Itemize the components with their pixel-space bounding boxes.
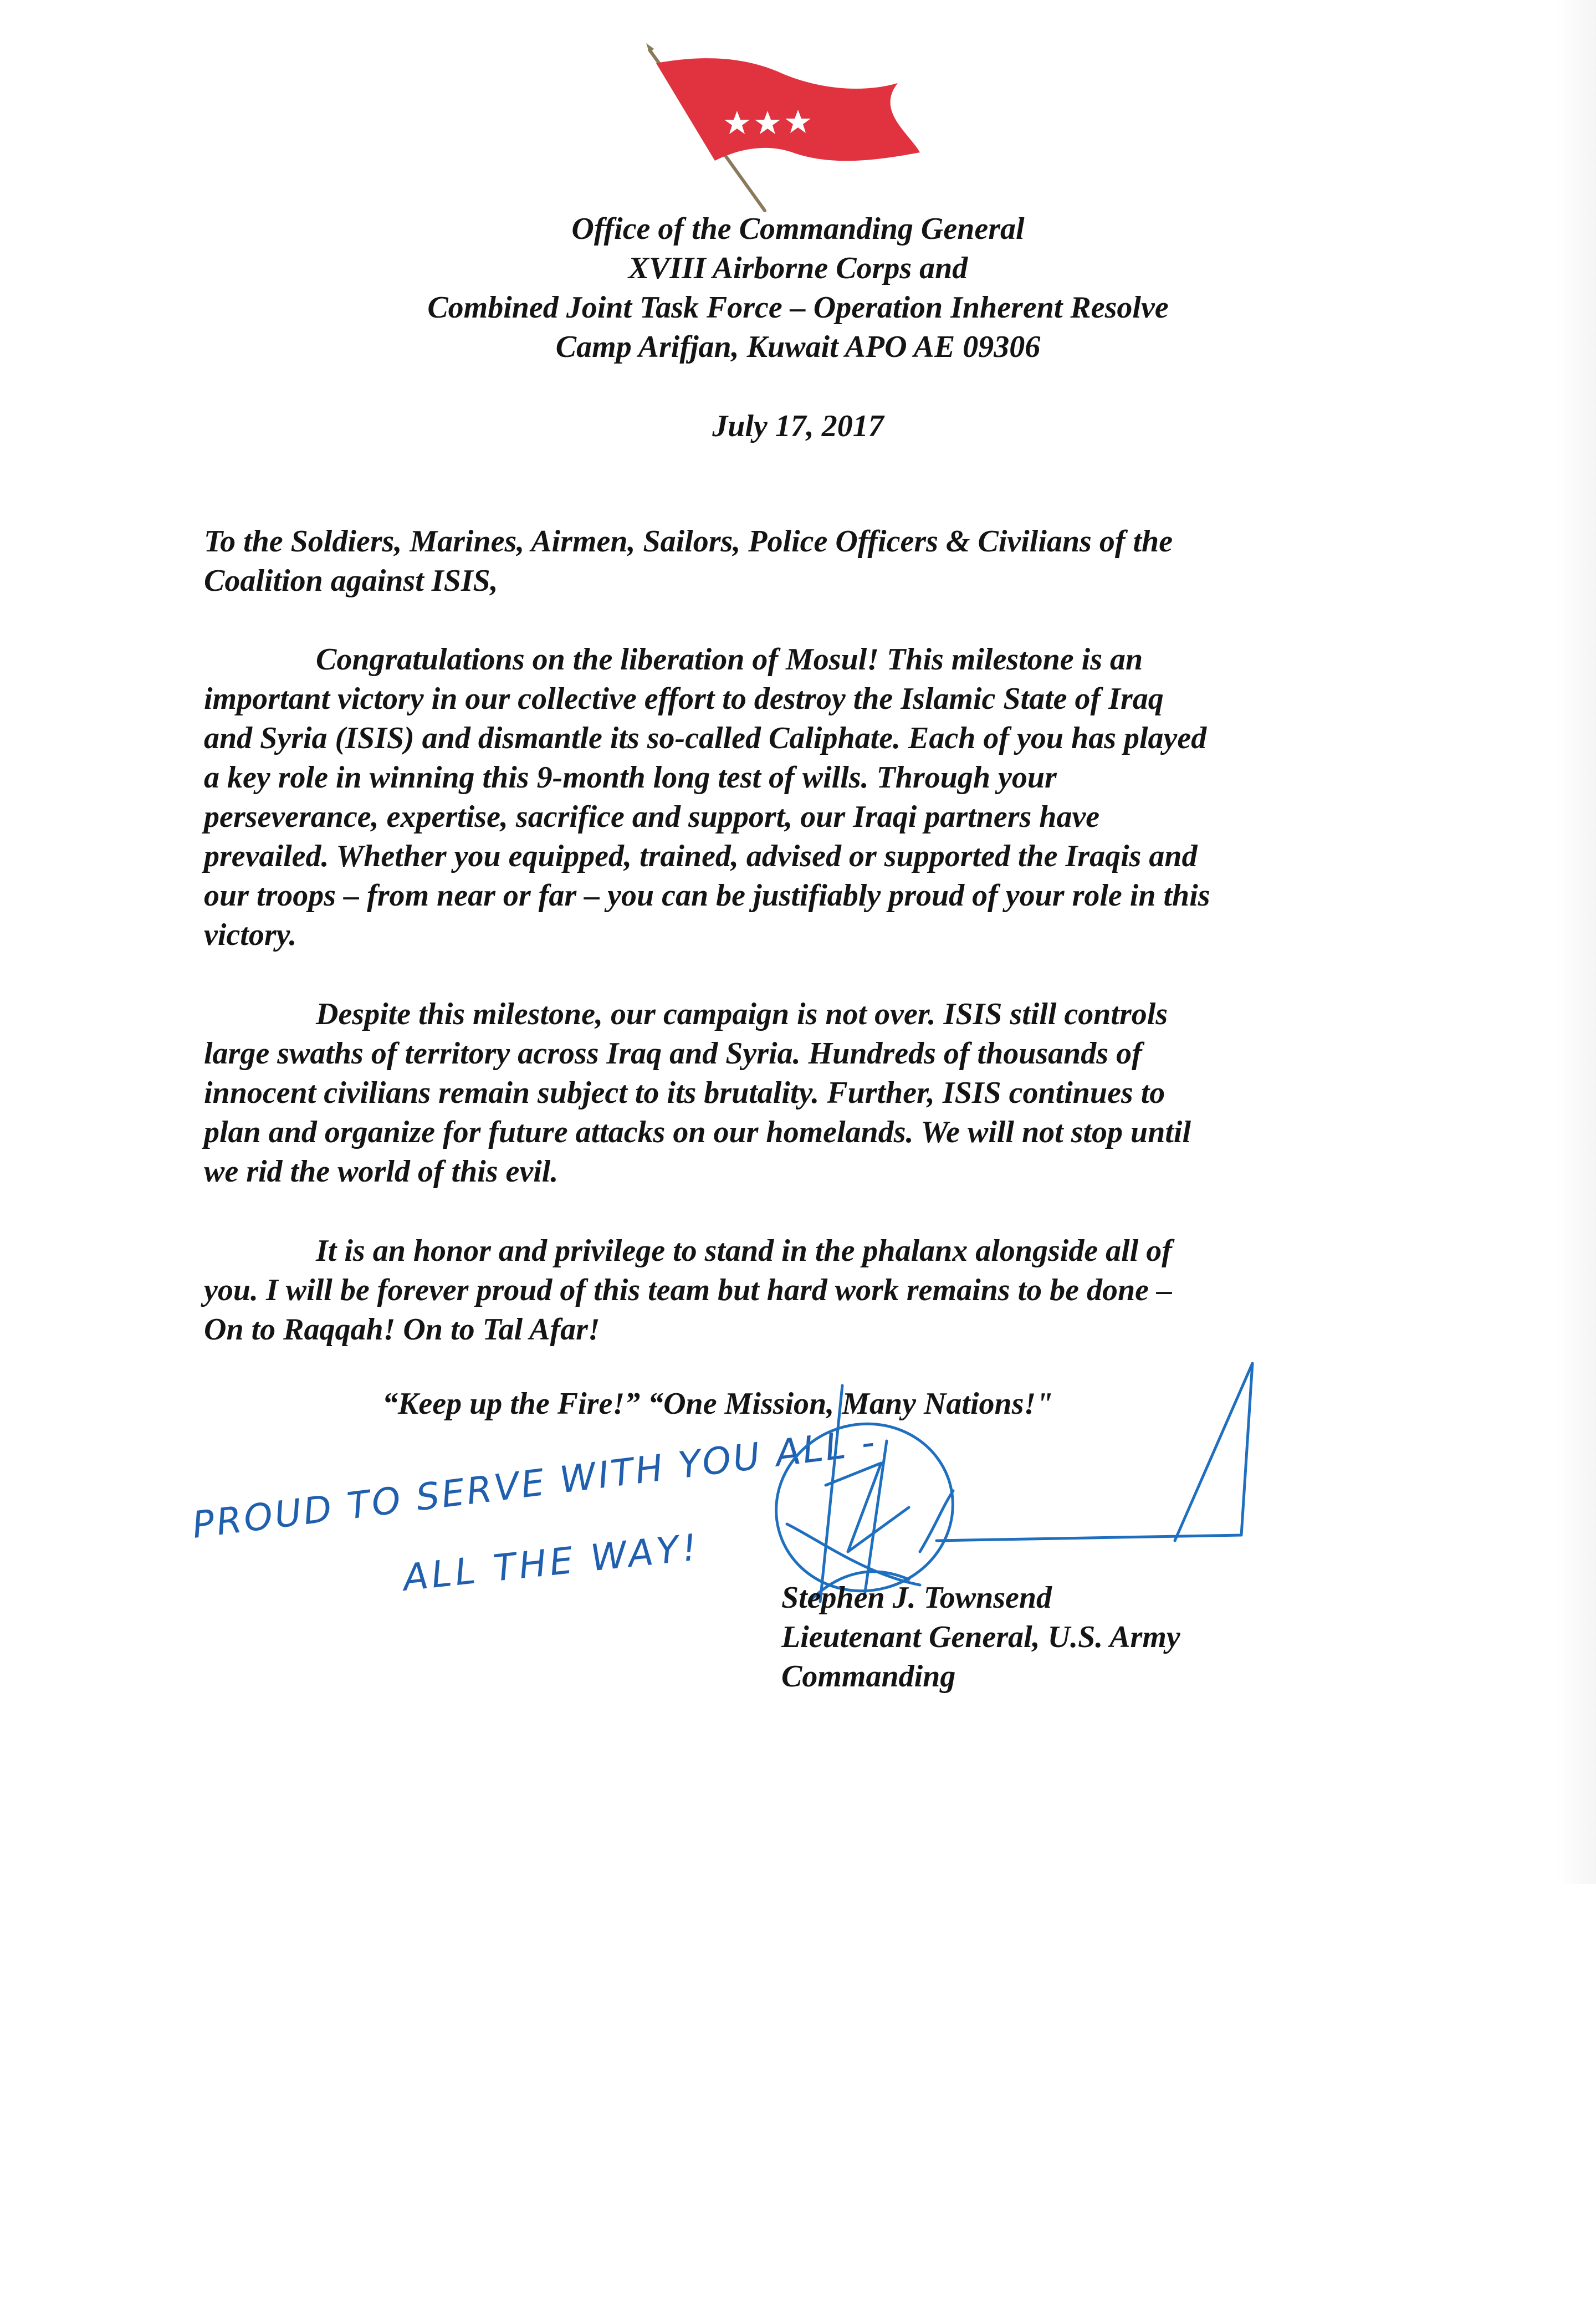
paragraph-line: important victory in our collective effort to destroy the Islamic State of Iraq	[204, 682, 1164, 716]
handwritten-note	[188, 1420, 879, 1610]
flag-cloth	[656, 58, 920, 161]
paragraph-line: we rid the world of this evil.	[204, 1154, 559, 1189]
paragraph-line: our troops – from near or far – you can be justifiably proud of your role in this	[204, 878, 1210, 913]
signature-block	[781, 1578, 1180, 1696]
letterhead-address: Camp Arifjan, Kuwait APO AE 09306	[555, 330, 1041, 364]
handwritten-note-line2: ALL THE WAY!	[401, 1526, 702, 1599]
paragraph-line: victory.	[204, 918, 297, 952]
paragraph-line: a key role in winning this 9-month long test of wills. Through your	[204, 760, 1057, 795]
paragraph-honor	[204, 1231, 1172, 1349]
letterhead-task-force: Combined Joint Task Force – Operation Inherent Resolve	[427, 290, 1169, 325]
salutation	[204, 522, 1173, 601]
paragraph-congratulations	[204, 640, 1210, 955]
paragraph-line: It is an honor and privilege to stand in the phalanx alongside all of	[316, 1234, 1172, 1268]
letterhead-office: Office of the Commanding General	[571, 212, 1025, 246]
paragraph-line: Despite this milestone, our campaign is not over. ISIS still controls	[316, 997, 1168, 1031]
salutation-line: Coalition against ISIS,	[204, 564, 498, 598]
signer-rank: Lieutenant General, U.S. Army	[781, 1620, 1180, 1654]
paragraph-line: plan and organize for future attacks on our homelands. We will not stop until	[204, 1115, 1191, 1149]
letterhead	[0, 209, 1596, 367]
three-star-general-flag-logo	[598, 33, 942, 216]
closing-mottos: “Keep up the Fire!” “One Mission, Many Nations!"	[382, 1387, 1053, 1421]
paragraph-line: Congratulations on the liberation of Mosul! This milestone is an	[316, 642, 1143, 677]
signer-name: Stephen J. Townsend	[781, 1581, 1052, 1615]
letter-date: July 17, 2017	[712, 409, 884, 443]
paragraph-campaign	[204, 995, 1191, 1192]
paragraph-line: and Syria (ISIS) and dismantle its so-called Caliphate. Each of you has played	[204, 721, 1207, 755]
paragraph-line: innocent civilians remain subject to its brutality. Further, ISIS continues to	[204, 1076, 1165, 1110]
paragraph-line: perseverance, expertise, sacrifice and support, our Iraqi partners have	[204, 800, 1100, 834]
letterhead-corps: XVIII Airborne Corps and	[628, 251, 968, 285]
paragraph-line: On to Raqqah! On to Tal Afar!	[204, 1312, 600, 1347]
salutation-line: To the Soldiers, Marines, Airmen, Sailors, Police Officers & Civilians of the	[204, 524, 1173, 559]
paragraph-line: you. I will be forever proud of this team but hard work remains to be done –	[204, 1273, 1172, 1307]
paragraph-line: large swaths of territory across Iraq and Syria. Hundreds of thousands of	[204, 1036, 1142, 1071]
handwritten-note-line1: PROUD TO SERVE WITH YOU ALL -	[190, 1420, 879, 1547]
scan-edge-shadow	[1557, 0, 1596, 1884]
signer-title: Commanding	[781, 1659, 956, 1694]
paragraph-line: prevailed. Whether you equipped, trained, advised or supported the Iraqis and	[204, 839, 1198, 873]
